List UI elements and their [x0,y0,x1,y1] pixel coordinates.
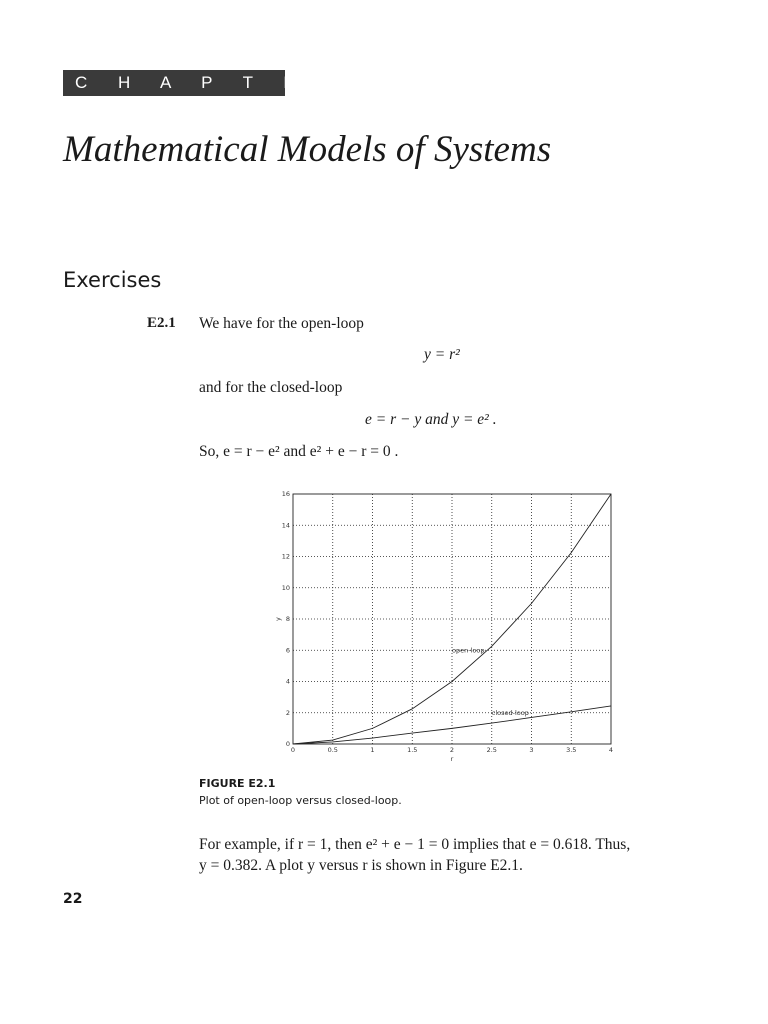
x-tick-label: 0.5 [327,746,338,754]
y-tick-label: 10 [281,583,290,592]
y-tick-label: 4 [285,677,290,686]
chapter-tag: C H A P T E R 2 [63,70,285,96]
x-tick-label: 1.5 [407,746,418,754]
x-tick-label: 1 [370,746,375,754]
equation-open-loop: y = r² [424,346,460,363]
page-number: 22 [63,891,83,907]
y-tick-label: 2 [285,708,290,717]
section-heading: Exercises [63,268,162,292]
y-tick-label: 8 [285,615,290,623]
exercise-line-2: and for the closed-loop [199,379,343,396]
series-label-closed-loop: closed-loop [491,708,529,717]
exercise-label: E2.1 [147,315,176,331]
y-tick-label: 6 [285,646,290,655]
x-tick-label: 0 [290,746,296,754]
conclusion-line-1: For example, if r = 1, then e² + e − 1 = 0 implies that e = 0.618. Thus, [199,836,631,853]
x-tick-label: 3 [529,746,534,754]
y-tick-label: 16 [281,490,290,498]
x-tick-label: 2.5 [486,746,497,754]
x-tick-label: 3.5 [566,746,577,754]
series-line-closed-loop [293,706,611,744]
figure-caption: Plot of open-loop versus closed-loop. [199,794,402,807]
conclusion-line-2: y = 0.382. A plot y versus r is shown in Figure E2.1. [199,857,523,874]
y-tick-label: 12 [281,552,290,561]
chapter-title: Mathematical Models of Systems [63,129,552,170]
equation-closed-loop: e = r − y and y = e² . [365,411,497,428]
x-tick-label: 2 [449,746,455,754]
y-tick-label: 14 [281,521,290,530]
x-tick-label: 4 [608,746,614,754]
exercise-line-1: We have for the open-loop [199,315,364,332]
x-axis-label: r [450,755,454,763]
y-tick-label: 0 [285,740,290,748]
exercise-line-3: So, e = r − e² and e² + e − r = 0 . [199,443,399,460]
figure-label: FIGURE E2.1 [199,777,276,790]
y-axis-label: y [274,617,282,621]
series-label-open-loop: open-loop [452,646,485,655]
